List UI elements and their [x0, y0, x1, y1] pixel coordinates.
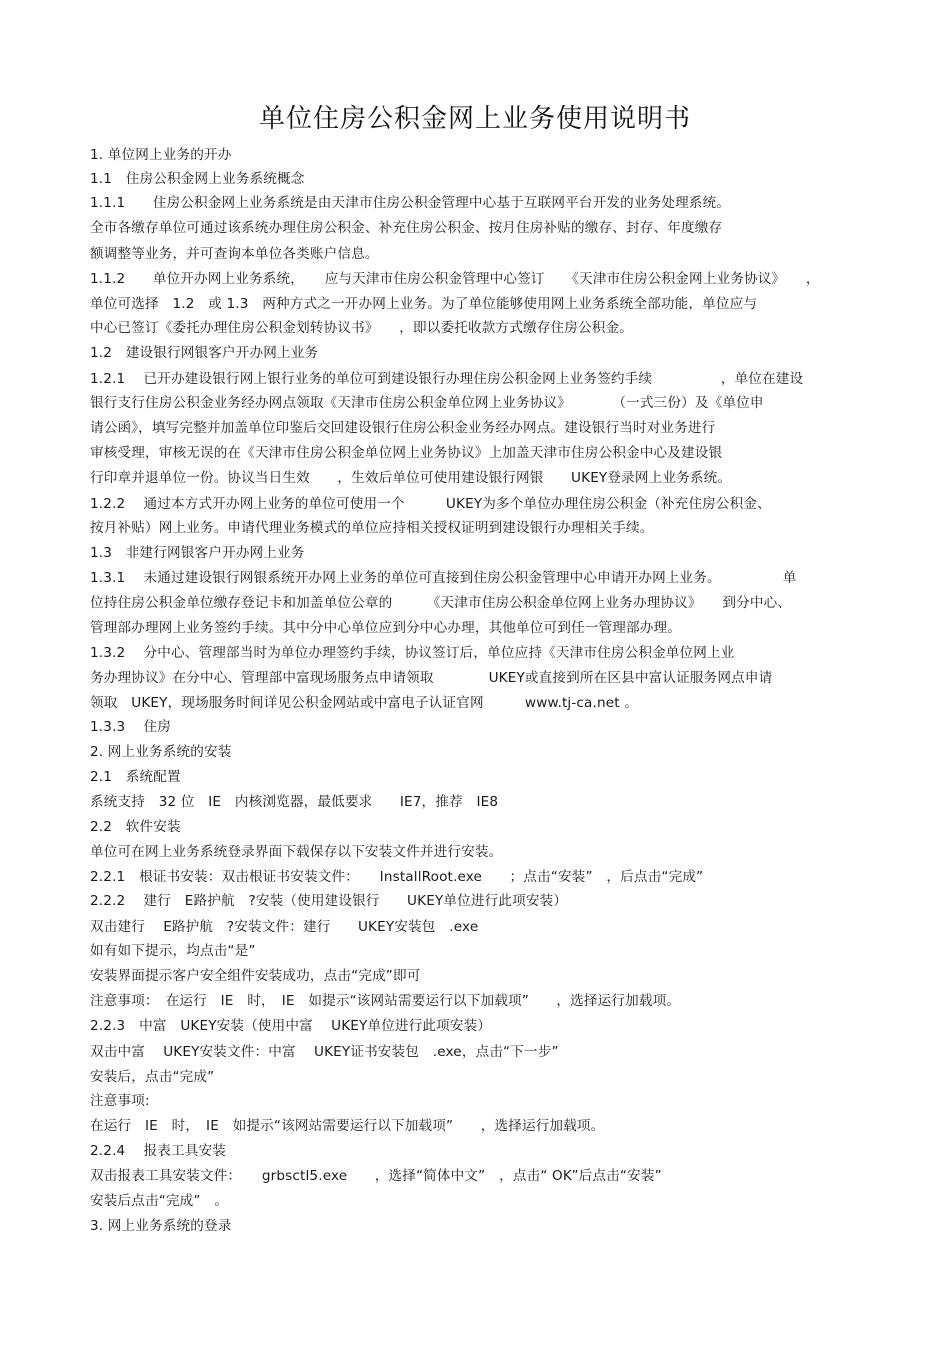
text-line: 请公函》，填写完整并加盖单位印鉴后交回建设银行住房公积金业务经办网点。建设银行当时对业务进行: [90, 420, 716, 436]
text-line: 1.2.2 通过本方式开办网上业务的单位可使用一个 UKEY为多个单位办理住房公积金（补充住房公积金、: [90, 496, 771, 512]
text-line: 2.2.1 根证书安装：双击根证书安装文件： InstallRoot.exe ；点击“安装” ，后点击“完成”: [90, 869, 704, 885]
text-line: 单位可选择 1.2 或 1.3 两种方式之一开办网上业务。为了单位能够使用网上业务系统全部功能，单位应与: [90, 296, 758, 312]
text-line: 银行支行住房公积金业务经办网点领取《天津市住房公积金单位网上业务协议》 （一式三份）及《单位申: [90, 395, 764, 411]
text-line: 3. 网上业务系统的登录: [90, 1218, 232, 1234]
text-line: 1.2 建设银行网银客户开办网上业务: [90, 345, 319, 361]
text-line: 1.3.2 分中心、管理部当时为单位办理签约手续，协议签订后，单位应持《天津市住房公积金单位网上业: [90, 645, 735, 661]
text-line: 双击建行 E路护航 ?安装文件：建行 UKEY安装包 .exe: [90, 919, 479, 935]
text-line: 按月补贴）网上业务。申请代理业务模式的单位应持相关授权证明到建设银行办理相关手续。: [90, 520, 654, 536]
text-line: 双击中富 UKEY安装文件：中富 UKEY证书安装包 .exe，点击“下一步”: [90, 1044, 559, 1060]
text-line: 1.2.1 已开办建设银行网上银行业务的单位可到建设银行办理住房公积金网上业务签约手续 ，单位在建设: [90, 371, 804, 387]
text-line: 1.1.1 住房公积金网上业务系统是由天津市住房公积金管理中心基于互联网平台开发的业务处理系统。: [90, 195, 731, 211]
text-line: 在运行 IE 时， IE 如提示“该网站需要运行以下加载项” ，选择运行加载项。: [90, 1118, 605, 1134]
text-line: 1.3.1 未通过建设银行网银系统开办网上业务的单位可直接到住房公积金管理中心申请开办网上业务。 单: [90, 570, 797, 586]
text-line: 2.2.4 报表工具安装: [90, 1143, 227, 1159]
text-line: 2. 网上业务系统的安装: [90, 744, 232, 760]
text-line: 2.2.3 中富 UKEY安装（使用中富 UKEY单位进行此项安装）: [90, 1018, 492, 1034]
text-line: 务办理协议》在分中心、管理部中富现场服务点申请领取 UKEY或直接到所在区县中富认证服务网点申请: [90, 670, 773, 686]
text-line: 2.2.2 建行 E路护航 ?安装（使用建设银行 UKEY单位进行此项安装）: [90, 893, 568, 909]
text-line: 位持住房公积金单位缴存登记卡和加盖单位公章的 《天津市住房公积金单位网上业务办理协议》 到分中心、: [90, 595, 792, 611]
text-line: 额调整等业务，并可查询本单位各类账户信息。: [90, 246, 379, 262]
text-line: 1. 单位网上业务的开办: [90, 147, 232, 163]
text-line: 行印章并退单位一份。协议当日生效 ，生效后单位可使用建设银行网银 UKEY登录网上业务系统。: [90, 470, 732, 486]
text-line: 安装后，点击“完成”: [90, 1069, 215, 1085]
text-line: 2.1 系统配置: [90, 769, 181, 785]
text-line: 1.3 非建行网银客户开办网上业务: [90, 545, 305, 561]
document-title: 单位住房公积金网上业务使用说明书: [258, 104, 691, 134]
text-line: 注意事项:: [90, 1093, 150, 1109]
text-line: 全市各缴存单位可通过该系统办理住房公积金、补充住房公积金、按月住房补贴的缴存、封存、年度缴存: [90, 220, 723, 236]
text-line: 管理部办理网上业务签约手续。其中分中心单位应到分中心办理，其他单位可到任一管理部办理。: [90, 620, 681, 636]
text-line: 2.2 软件安装: [90, 819, 181, 835]
text-line: 1.1.2 单位开办网上业务系统， 应与天津市住房公积金管理中心签订 《天津市住房公积金网上业务协议》 ，: [90, 271, 820, 287]
text-line: 单位可在网上业务系统登录界面下载保存以下安装文件并进行安装。: [90, 844, 503, 860]
text-line: 中心已签订《委托办理住房公积金划转协议书》 ，即以委托收款方式缴存住房公积金。: [90, 320, 633, 336]
text-line: 如有如下提示，均点击“是”: [90, 943, 256, 959]
text-line: 1.3.3 住房: [90, 719, 172, 735]
text-line: 双击报表工具安装文件： grbsctl5.exe ，选择“简体中文” ，点击“ OK”后点击“安装”: [90, 1168, 662, 1184]
text-line: 审核受理，审核无误的在《天津市住房公积金单位网上业务协议》上加盖天津市住房公积金中心及建设银: [90, 445, 723, 461]
text-line: 安装界面提示客户安全组件安装成功，点击“完成”即可: [90, 968, 421, 984]
text-line: 1.1 住房公积金网上业务系统概念: [90, 171, 305, 187]
text-line: 领取 UKEY，现场服务时间详见公积金网站或中富电子认证官网 www.tj-ca.net 。: [90, 695, 638, 711]
text-line: 系统支持 32 位 IE 内核浏览器，最低要求 IE7，推荐 IE8: [90, 794, 499, 810]
text-line: 注意事项： 在运行 IE 时， IE 如提示“该网站需要运行以下加载项” ，选择运行加载项。: [90, 993, 681, 1009]
text-line: 安装后点击“完成” 。: [90, 1193, 229, 1209]
